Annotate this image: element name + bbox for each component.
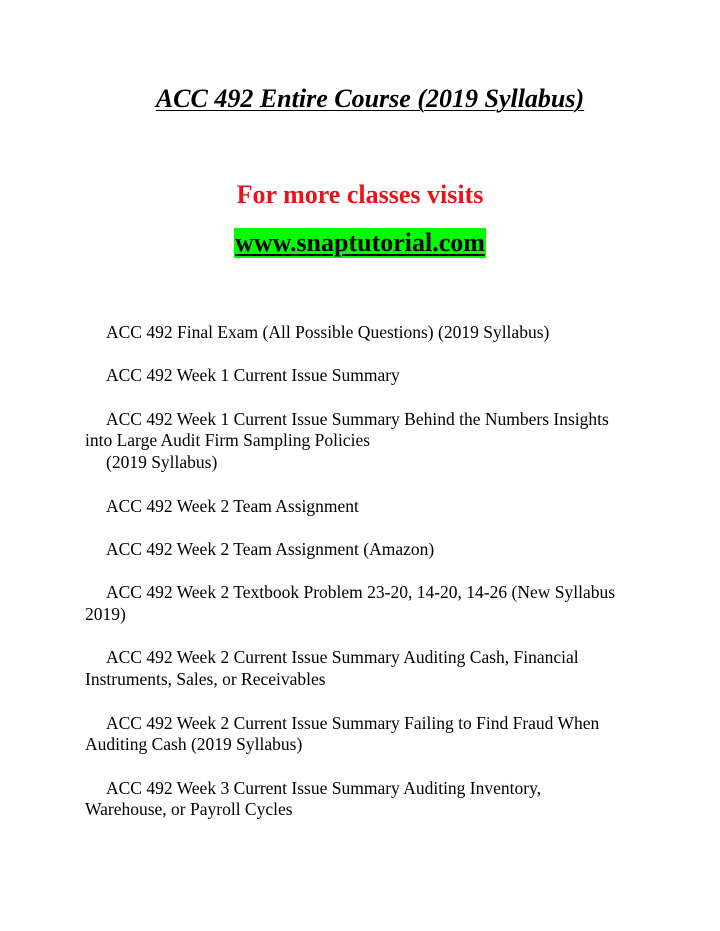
list-item: ACC 492 Week 2 Team Assignment [106,495,359,516]
list-item: ACC 492 Final Exam (All Possible Questions) (2019 Syllabus) [106,322,550,342]
list-item: ACC 492 Week 3 Current Issue Summary Auditing Inventory, Warehouse, or Payroll Cycles [85,777,542,820]
list-item: ACC 492 Week 2 Team Assignment (Amazon) [106,538,435,559]
document-title: ACC 492 Entire Course (2019 Syllabus) [155,84,585,113]
list-item: ACC 492 Week 2 Current Issue Summary Auditing Cash, Financial Instruments, Sales, or Receivables [85,647,579,690]
course-item-list [85,322,625,843]
list-item: ACC 492 Week 2 Current Issue Summary Failing to Find Fraud When Auditing Cash (2019 Syllabus) [85,712,600,755]
promo-text: For more classes visits [236,180,484,209]
list-item-text: ACC 492 Week 1 Current Issue Summary Behind the Numbers Insights into Large Audit Firm Sampling Policies [85,408,609,451]
list-item [85,409,625,474]
url-line [0,228,720,262]
website-link[interactable]: www.snaptutorial.com [235,228,485,257]
list-item: ACC 492 Week 1 Current Issue Summary [106,365,400,386]
list-item-suffix: (2019 Syllabus) [106,452,218,473]
list-item: ACC 492 Week 2 Textbook Problem 23-20, 14-20, 14-26 (New Syllabus 2019) [85,582,616,625]
